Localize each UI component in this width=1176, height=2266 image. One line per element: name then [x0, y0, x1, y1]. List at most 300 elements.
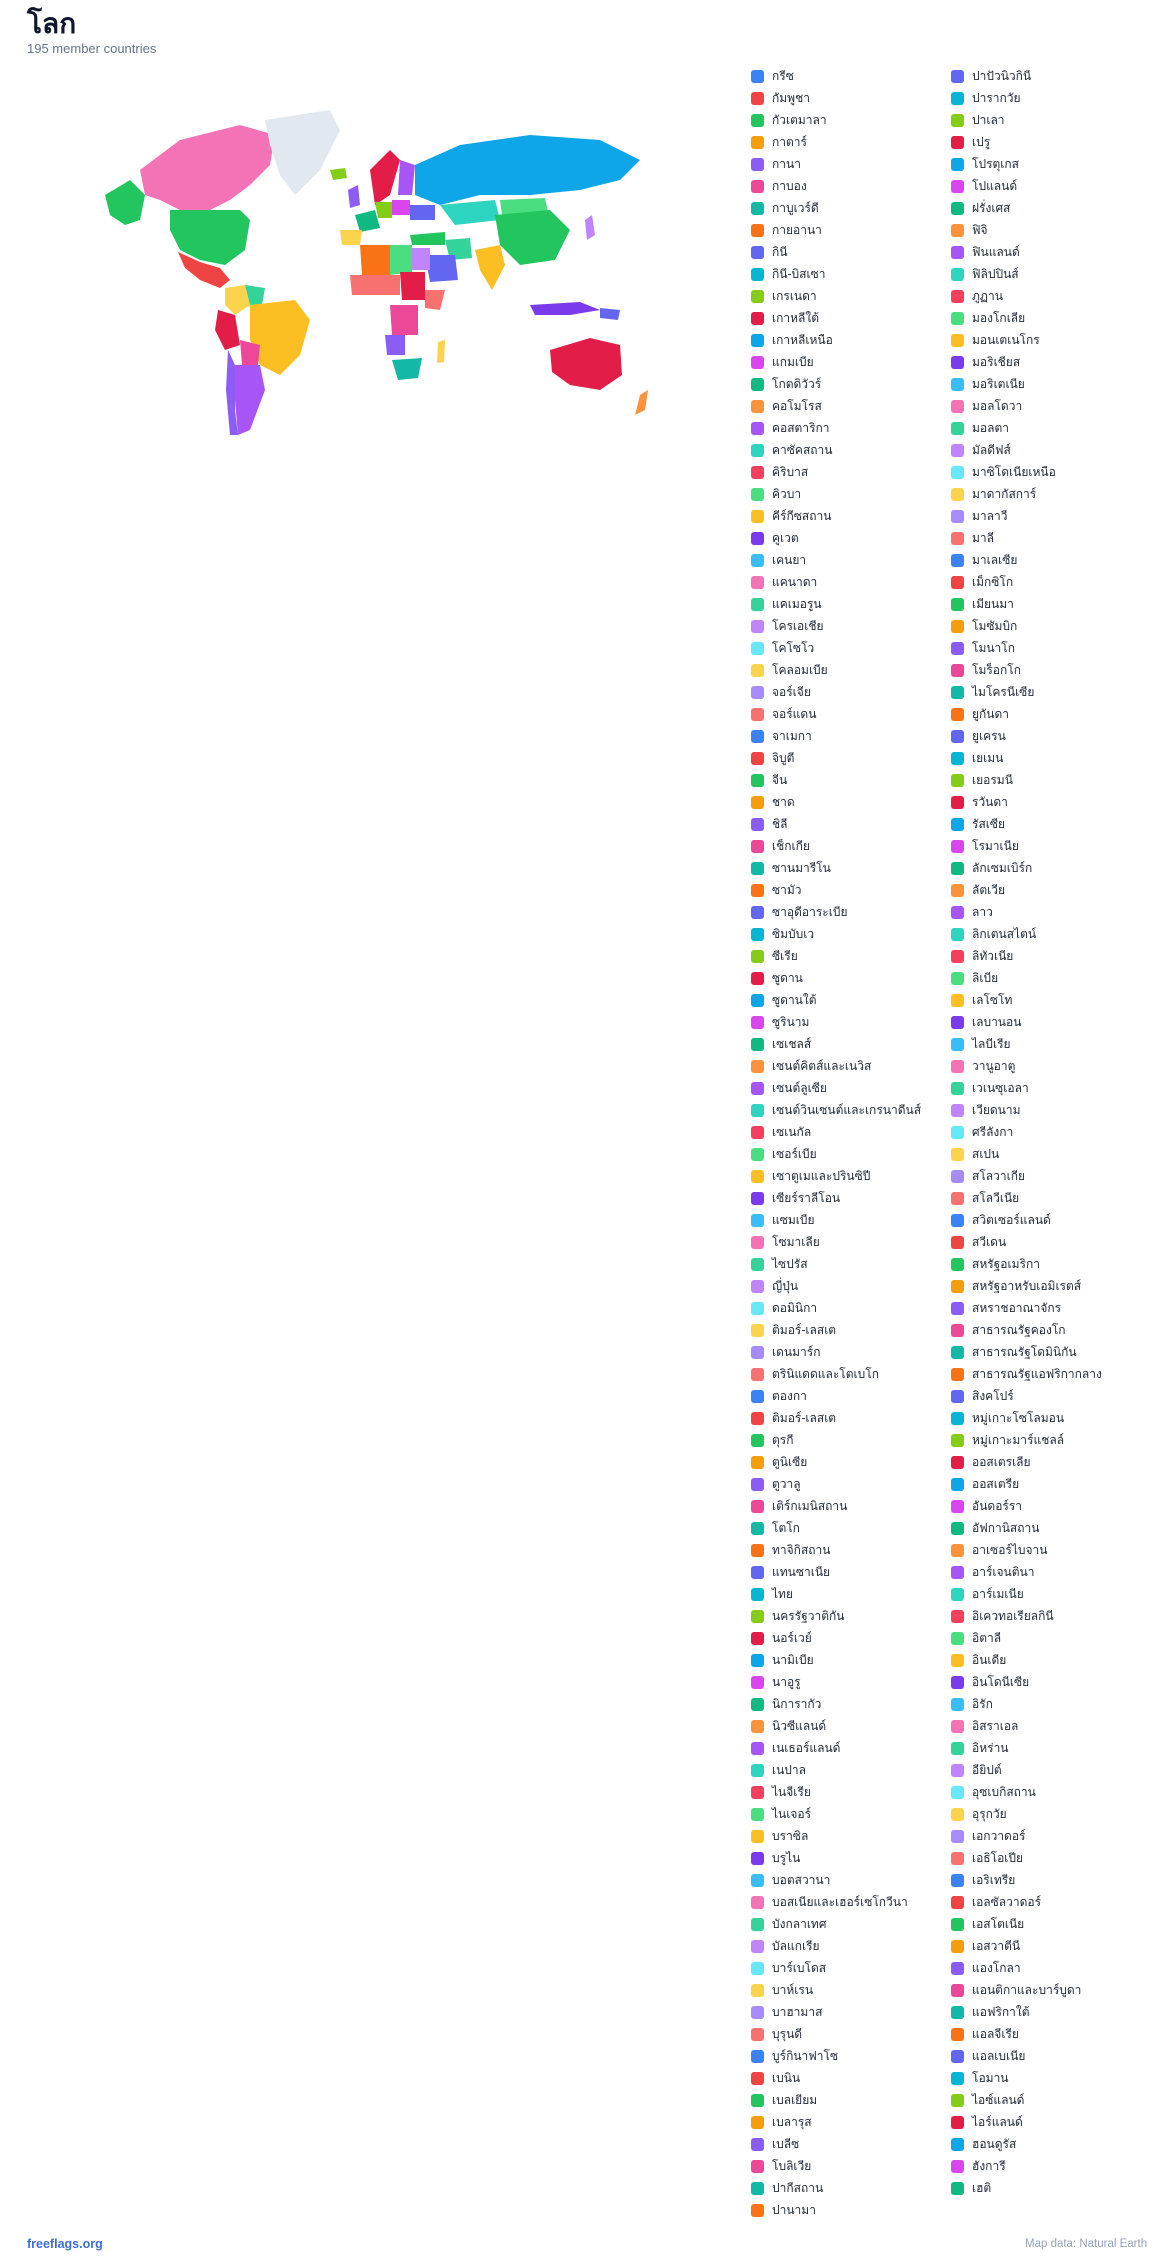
legend-item[interactable]	[951, 1869, 1151, 1891]
legend-swatch	[951, 1698, 964, 1711]
legend-item[interactable]	[751, 1825, 951, 1847]
legend-item[interactable]	[951, 1011, 1151, 1033]
legend-item[interactable]	[751, 637, 951, 659]
legend-label: เซนต์ลูเซีย	[772, 1081, 827, 1095]
legend-item[interactable]	[951, 1253, 1151, 1275]
legend-item[interactable]	[951, 1495, 1151, 1517]
legend-label: เกรเนดา	[772, 289, 817, 303]
legend-item[interactable]	[951, 2067, 1151, 2089]
legend-item[interactable]	[951, 1473, 1151, 1495]
legend-item[interactable]	[751, 1385, 951, 1407]
legend-label: กินี	[772, 245, 788, 259]
legend-item[interactable]	[751, 1121, 951, 1143]
legend-item[interactable]	[951, 923, 1151, 945]
legend-swatch	[751, 686, 764, 699]
legend-item[interactable]	[951, 1957, 1151, 1979]
legend-item[interactable]	[951, 1847, 1151, 1869]
legend-swatch	[751, 1192, 764, 1205]
legend-item[interactable]	[751, 549, 951, 571]
legend-item[interactable]	[951, 1583, 1151, 1605]
legend-item[interactable]	[951, 791, 1151, 813]
legend-item[interactable]	[751, 923, 951, 945]
legend-label: แอนติกาและบาร์บูดา	[972, 1983, 1082, 1997]
legend-item[interactable]	[951, 1055, 1151, 1077]
legend-item[interactable]	[951, 2133, 1151, 2155]
legend-item[interactable]	[751, 901, 951, 923]
legend-swatch	[751, 1786, 764, 1799]
legend-swatch	[751, 356, 764, 369]
country-turkey[interactable]	[410, 232, 445, 245]
legend-swatch	[751, 1324, 764, 1337]
country-new-zealand[interactable]	[635, 390, 648, 415]
legend-item[interactable]	[951, 967, 1151, 989]
legend-item[interactable]	[951, 307, 1151, 329]
legend-item[interactable]	[951, 1341, 1151, 1363]
legend-item[interactable]	[951, 2155, 1151, 2177]
legend-item[interactable]	[951, 945, 1151, 967]
legend-item[interactable]	[951, 1407, 1151, 1429]
legend-item[interactable]	[951, 1209, 1151, 1231]
legend-label: โปรตุเกส	[972, 157, 1019, 171]
country-greenland[interactable]	[265, 110, 340, 195]
legend-item[interactable]	[951, 505, 1151, 527]
legend-item[interactable]	[751, 1055, 951, 1077]
legend-label: ตูนิเซีย	[772, 1455, 808, 1469]
legend-swatch	[751, 224, 764, 237]
legend-swatch	[951, 708, 964, 721]
legend-swatch	[951, 312, 964, 325]
legend-item[interactable]	[951, 1913, 1151, 1935]
legend-item[interactable]	[951, 1935, 1151, 1957]
legend-item[interactable]	[751, 593, 951, 615]
country-uk[interactable]	[348, 185, 360, 208]
legend-item[interactable]	[951, 879, 1151, 901]
legend-item[interactable]	[951, 1451, 1151, 1473]
legend-item[interactable]	[951, 439, 1151, 461]
legend-swatch	[951, 202, 964, 215]
legend-item[interactable]	[751, 989, 951, 1011]
legend-item[interactable]	[751, 1539, 951, 1561]
legend-swatch	[751, 840, 764, 853]
legend-item[interactable]	[951, 351, 1151, 373]
legend-item[interactable]	[751, 175, 951, 197]
legend-swatch	[751, 1170, 764, 1183]
legend-label: ชิลี	[772, 817, 788, 831]
legend-item[interactable]	[751, 351, 951, 373]
legend-item[interactable]	[751, 505, 951, 527]
country-australia[interactable]	[550, 338, 622, 390]
legend-item[interactable]	[751, 1209, 951, 1231]
legend-swatch	[951, 1346, 964, 1359]
country-france[interactable]	[355, 210, 380, 232]
legend-label: รวันดา	[972, 795, 1008, 809]
legend-label: บอสเนียและเฮอร์เซโกวีนา	[772, 1895, 908, 1909]
legend-swatch	[951, 1060, 964, 1073]
legend-item[interactable]	[951, 1033, 1151, 1055]
legend-label: บัลแกเรีย	[772, 1939, 820, 1953]
country-norway-sweden[interactable]	[370, 150, 400, 205]
legend-swatch	[751, 818, 764, 831]
legend-item[interactable]	[951, 65, 1151, 87]
legend-item[interactable]	[951, 637, 1151, 659]
legend-item[interactable]	[751, 1297, 951, 1319]
legend-item[interactable]	[951, 769, 1151, 791]
country-germany[interactable]	[375, 202, 392, 218]
legend-item[interactable]	[951, 659, 1151, 681]
legend-label: หมู่เกาะโซโลมอน	[972, 1411, 1065, 1425]
legend-item[interactable]	[751, 87, 951, 109]
legend-item[interactable]	[751, 1737, 951, 1759]
legend-item[interactable]	[751, 945, 951, 967]
legend-item[interactable]	[751, 703, 951, 725]
legend-item[interactable]	[751, 1935, 951, 1957]
legend-item[interactable]	[751, 1341, 951, 1363]
country-drc[interactable]	[390, 305, 418, 335]
legend-item[interactable]	[951, 703, 1151, 725]
country-spain[interactable]	[340, 230, 362, 245]
legend-item[interactable]	[951, 527, 1151, 549]
legend-item[interactable]	[951, 2045, 1151, 2067]
legend-label: คีร์กีซสถาน	[772, 509, 832, 523]
legend-label: หมู่เกาะมาร์แชลล์	[972, 1433, 1065, 1447]
legend-item[interactable]	[751, 1143, 951, 1165]
legend-item[interactable]	[751, 1407, 951, 1429]
legend-item[interactable]	[751, 109, 951, 131]
legend-swatch	[951, 444, 964, 457]
legend-item[interactable]	[951, 681, 1151, 703]
legend-label: แกมเบีย	[772, 355, 814, 369]
legend-item[interactable]	[751, 1979, 951, 2001]
legend-item[interactable]	[751, 2155, 951, 2177]
legend-item[interactable]	[951, 989, 1151, 1011]
country-poland[interactable]	[392, 200, 410, 215]
legend-label: เอลซัลวาดอร์	[972, 1895, 1042, 1909]
country-iceland[interactable]	[330, 168, 347, 180]
country-brazil[interactable]	[250, 300, 310, 375]
legend-item[interactable]	[951, 813, 1151, 835]
legend-item[interactable]	[751, 1253, 951, 1275]
legend-item[interactable]	[751, 1473, 951, 1495]
legend-item[interactable]	[951, 1517, 1151, 1539]
legend-item[interactable]	[951, 417, 1151, 439]
legend-item[interactable]	[751, 263, 951, 285]
legend-item[interactable]	[751, 857, 951, 879]
legend-item[interactable]	[951, 197, 1151, 219]
legend-item[interactable]	[751, 2111, 951, 2133]
legend-item[interactable]	[751, 2001, 951, 2023]
country-algeria[interactable]	[360, 245, 390, 275]
legend-item[interactable]	[951, 1275, 1151, 1297]
legend-label: ปาปัวนิวกินี	[972, 69, 1032, 83]
legend-item[interactable]	[951, 1539, 1151, 1561]
legend-item[interactable]	[751, 131, 951, 153]
legend-item[interactable]	[751, 1847, 951, 1869]
legend-item[interactable]	[951, 2001, 1151, 2023]
legend-item[interactable]	[951, 835, 1151, 857]
legend-item[interactable]	[751, 241, 951, 263]
legend-item[interactable]	[751, 1605, 951, 1627]
legend-swatch	[951, 752, 964, 765]
country-japan[interactable]	[585, 215, 595, 240]
legend-swatch	[951, 884, 964, 897]
legend-item[interactable]	[951, 1297, 1151, 1319]
legend-item[interactable]	[751, 1429, 951, 1451]
country-usa-alaska[interactable]	[105, 180, 145, 225]
country-papua[interactable]	[600, 308, 620, 320]
country-indonesia[interactable]	[530, 302, 600, 315]
legend-item[interactable]	[951, 1121, 1151, 1143]
legend-swatch	[951, 180, 964, 193]
legend-item[interactable]	[751, 1561, 951, 1583]
legend-item[interactable]	[951, 1319, 1151, 1341]
legend-swatch	[751, 268, 764, 281]
legend-label: สโลวีเนีย	[972, 1191, 1020, 1205]
legend-swatch	[951, 2028, 964, 2041]
legend-item[interactable]	[951, 571, 1151, 593]
legend-label: มาเลเซีย	[972, 553, 1018, 567]
legend-item[interactable]	[951, 1693, 1151, 1715]
legend-item[interactable]	[951, 725, 1151, 747]
legend-swatch	[751, 2006, 764, 2019]
legend-label: ปานามา	[772, 2203, 816, 2217]
legend-item[interactable]	[751, 571, 951, 593]
country-kazakhstan[interactable]	[440, 200, 500, 225]
legend-item[interactable]	[951, 263, 1151, 285]
legend-item[interactable]	[751, 1759, 951, 1781]
legend-label: ฟิจิ	[972, 223, 988, 237]
legend-item[interactable]	[751, 835, 951, 857]
legend-item[interactable]	[751, 65, 951, 87]
country-india[interactable]	[475, 245, 505, 290]
legend-item[interactable]	[751, 395, 951, 417]
legend-label: กินี-บิสเซา	[772, 267, 826, 281]
legend-label: ออสเตรีย	[972, 1477, 1020, 1491]
legend-item[interactable]	[951, 1891, 1151, 1913]
legend-item[interactable]	[751, 1781, 951, 1803]
legend-item[interactable]	[951, 1979, 1151, 2001]
legend-item[interactable]	[751, 1803, 951, 1825]
legend-item[interactable]	[751, 461, 951, 483]
legend-item[interactable]	[751, 197, 951, 219]
legend-item[interactable]	[751, 373, 951, 395]
legend-label: กาบอง	[772, 179, 807, 193]
legend-item[interactable]	[751, 1495, 951, 1517]
legend-item[interactable]	[751, 1077, 951, 1099]
country-angola[interactable]	[385, 335, 405, 355]
legend-item[interactable]	[751, 307, 951, 329]
legend-item[interactable]	[751, 769, 951, 791]
legend-item[interactable]	[751, 791, 951, 813]
legend-item[interactable]	[751, 2023, 951, 2045]
legend-item[interactable]	[751, 153, 951, 175]
legend-item[interactable]	[751, 1099, 951, 1121]
legend-item[interactable]	[751, 2067, 951, 2089]
legend-item[interactable]	[951, 1187, 1151, 1209]
country-peru[interactable]	[215, 310, 240, 350]
legend-item[interactable]	[951, 2177, 1151, 2199]
country-ethiopia[interactable]	[425, 290, 445, 310]
legend-item[interactable]	[751, 219, 951, 241]
legend-item[interactable]	[751, 1649, 951, 1671]
legend-item[interactable]	[951, 1781, 1151, 1803]
legend-item[interactable]	[751, 615, 951, 637]
legend-item[interactable]	[951, 1385, 1151, 1407]
legend-item[interactable]	[751, 2089, 951, 2111]
legend-item[interactable]	[951, 857, 1151, 879]
legend-item[interactable]	[951, 109, 1151, 131]
country-sudan[interactable]	[400, 272, 425, 300]
country-libya[interactable]	[390, 245, 412, 275]
legend-swatch	[751, 92, 764, 105]
legend-item[interactable]	[951, 1671, 1151, 1693]
legend-swatch	[951, 862, 964, 875]
legend-swatch	[751, 334, 764, 347]
legend-label: ตรินิแดดและโตเบโก	[772, 1367, 879, 1381]
legend-item[interactable]	[751, 813, 951, 835]
legend-item[interactable]	[751, 483, 951, 505]
legend-swatch	[751, 730, 764, 743]
legend-swatch	[951, 1126, 964, 1139]
legend-label: กานา	[772, 157, 801, 171]
legend-swatch	[951, 2160, 964, 2173]
legend-item[interactable]	[951, 1165, 1151, 1187]
legend-swatch	[951, 730, 964, 743]
legend-item[interactable]	[751, 967, 951, 989]
legend-item[interactable]	[951, 1099, 1151, 1121]
legend-label: โบลิเวีย	[772, 2159, 812, 2173]
legend-item[interactable]	[751, 1693, 951, 1715]
legend-item[interactable]	[951, 901, 1151, 923]
country-egypt[interactable]	[412, 248, 430, 270]
legend-swatch	[951, 1962, 964, 1975]
legend-item[interactable]	[951, 2111, 1151, 2133]
legend-item[interactable]	[751, 2199, 951, 2221]
legend-item[interactable]	[751, 681, 951, 703]
legend-item[interactable]	[751, 2177, 951, 2199]
legend-item[interactable]	[751, 2045, 951, 2067]
legend-item[interactable]	[951, 2023, 1151, 2045]
legend-item[interactable]	[751, 1583, 951, 1605]
legend-swatch	[951, 1874, 964, 1887]
legend-item[interactable]	[951, 1759, 1151, 1781]
legend-item[interactable]	[951, 219, 1151, 241]
legend-item[interactable]	[951, 1363, 1151, 1385]
legend-item[interactable]	[951, 549, 1151, 571]
legend-item[interactable]	[951, 1825, 1151, 1847]
legend-item[interactable]	[951, 1561, 1151, 1583]
legend-item[interactable]	[951, 131, 1151, 153]
legend-item[interactable]	[751, 747, 951, 769]
legend-item[interactable]	[751, 879, 951, 901]
legend-item[interactable]	[951, 1627, 1151, 1649]
legend-item[interactable]	[751, 1869, 951, 1891]
legend-item[interactable]	[751, 1957, 951, 1979]
legend-item[interactable]	[951, 1143, 1151, 1165]
legend-label: อียิปต์	[972, 1763, 1002, 1777]
legend-item[interactable]	[951, 153, 1151, 175]
legend-item[interactable]	[951, 1077, 1151, 1099]
legend-label: โมนาโก	[972, 641, 1016, 655]
legend-item[interactable]	[751, 527, 951, 549]
legend-item[interactable]	[951, 175, 1151, 197]
legend-item[interactable]	[751, 1451, 951, 1473]
country-russia[interactable]	[415, 135, 640, 205]
country-ukraine[interactable]	[410, 205, 435, 220]
legend-label: อาร์เจนตินา	[972, 1565, 1035, 1579]
legend-item[interactable]	[751, 1011, 951, 1033]
legend-item[interactable]	[751, 1231, 951, 1253]
country-argentina[interactable]	[235, 365, 265, 435]
legend-swatch	[951, 1852, 964, 1865]
legend-item[interactable]	[751, 659, 951, 681]
legend-item[interactable]	[751, 1627, 951, 1649]
legend-item[interactable]	[751, 1033, 951, 1055]
legend-item[interactable]	[951, 2089, 1151, 2111]
legend-item[interactable]	[951, 593, 1151, 615]
legend-item[interactable]	[751, 1319, 951, 1341]
legend-item[interactable]	[951, 747, 1151, 769]
legend-item[interactable]	[951, 1715, 1151, 1737]
legend-item[interactable]	[951, 329, 1151, 351]
legend-item[interactable]	[751, 439, 951, 461]
legend-item[interactable]	[751, 329, 951, 351]
legend-label: โคโซโว	[772, 641, 815, 655]
legend-swatch	[751, 664, 764, 677]
legend-label: ดอมินิกา	[772, 1301, 818, 1315]
world-map[interactable]	[100, 110, 660, 470]
legend-item[interactable]	[951, 373, 1151, 395]
legend-item[interactable]	[951, 285, 1151, 307]
legend-item[interactable]	[751, 1165, 951, 1187]
legend-item[interactable]	[751, 1715, 951, 1737]
legend-item[interactable]	[751, 1187, 951, 1209]
country-canada[interactable]	[140, 125, 275, 210]
legend-item[interactable]	[751, 285, 951, 307]
legend-item[interactable]	[751, 417, 951, 439]
legend-item[interactable]	[951, 1605, 1151, 1627]
legend-item[interactable]	[751, 1275, 951, 1297]
legend-item[interactable]	[951, 1737, 1151, 1759]
legend-item[interactable]	[751, 1913, 951, 1935]
legend-item[interactable]	[951, 615, 1151, 637]
legend-item[interactable]	[951, 395, 1151, 417]
legend-swatch	[951, 1170, 964, 1183]
country-mali-niger[interactable]	[350, 275, 400, 295]
legend-item[interactable]	[951, 1803, 1151, 1825]
country-south-africa[interactable]	[392, 358, 422, 380]
legend-item[interactable]	[751, 1517, 951, 1539]
legend-item[interactable]	[751, 1891, 951, 1913]
legend-label: แอลเบเนีย	[972, 2049, 1026, 2063]
legend-item[interactable]	[951, 461, 1151, 483]
legend-item[interactable]	[951, 1231, 1151, 1253]
legend-item[interactable]	[751, 725, 951, 747]
country-finland[interactable]	[398, 160, 415, 195]
legend-item[interactable]	[951, 87, 1151, 109]
legend-item[interactable]	[951, 241, 1151, 263]
legend-item[interactable]	[751, 1363, 951, 1385]
legend-item[interactable]	[751, 2133, 951, 2155]
freeflags-link[interactable]: freeflags.org	[27, 2237, 103, 2251]
legend-item[interactable]	[951, 483, 1151, 505]
legend-label: ซิมบับเว	[772, 927, 815, 941]
country-china[interactable]	[495, 210, 570, 265]
legend-item[interactable]	[951, 1429, 1151, 1451]
country-madagascar[interactable]	[437, 340, 445, 363]
legend-swatch	[951, 1544, 964, 1557]
legend-item[interactable]	[951, 1649, 1151, 1671]
legend-item[interactable]	[751, 1671, 951, 1693]
